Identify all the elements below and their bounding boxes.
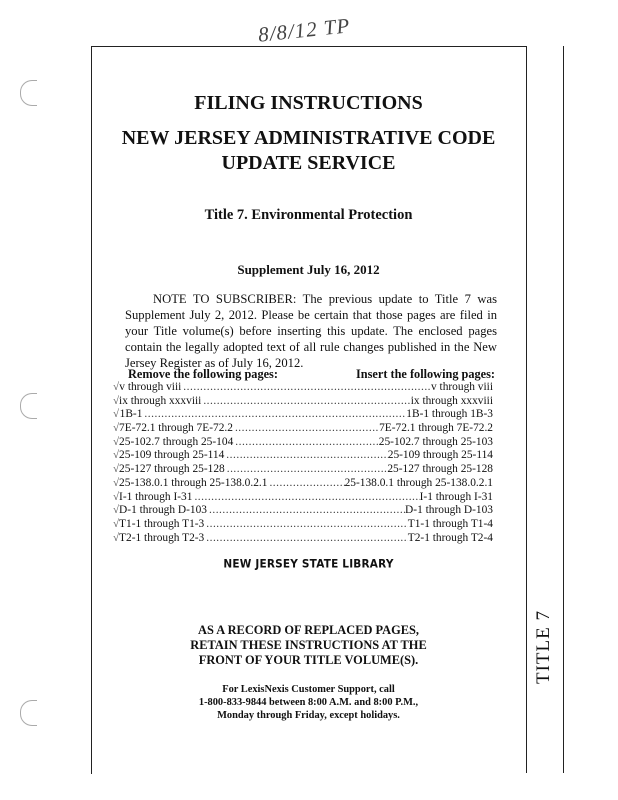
remove-pages: 25-127 through 25-128 xyxy=(119,463,225,476)
insert-pages: 25-127 through 25-128 xyxy=(387,463,493,476)
check-mark-icon: √ xyxy=(113,504,120,517)
check-mark-icon: √ xyxy=(113,408,120,421)
punch-hole-middle xyxy=(20,393,37,419)
page-row xyxy=(113,463,493,477)
leader-dots xyxy=(224,449,387,461)
page-title: FILING INSTRUCTIONS xyxy=(194,92,423,114)
page-row xyxy=(113,436,493,450)
handwritten-note: 8/8/12 TP xyxy=(256,13,352,47)
check-mark-icon: √ xyxy=(113,449,120,462)
remove-pages: T2-1 through T2-3 xyxy=(119,531,205,544)
remove-pages: 1B-1 xyxy=(119,408,143,421)
insert-pages: v through viii xyxy=(430,381,493,393)
supplement-date: Supplement July 16, 2012 xyxy=(237,262,380,277)
remove-pages: v through viii xyxy=(119,381,182,393)
insert-pages: ix through xxxviii xyxy=(410,394,493,407)
check-mark-icon: √ xyxy=(113,531,120,544)
leader-dots xyxy=(142,408,406,420)
remove-pages: T1-1 through T1-3 xyxy=(119,517,205,530)
remove-pages: D-1 through D-103 xyxy=(119,504,207,517)
leader-dots xyxy=(201,395,410,407)
customer-support xyxy=(91,683,526,722)
record-line-2: RETAIN THESE INSTRUCTIONS AT THE xyxy=(190,638,427,652)
leader-dots xyxy=(192,491,419,503)
check-mark-icon: √ xyxy=(113,463,120,476)
remove-pages: 7E-72.1 through 7E-72.2 xyxy=(119,422,233,435)
page-row xyxy=(113,395,493,409)
leader-dots xyxy=(207,504,405,516)
page-list xyxy=(113,381,493,545)
page-row xyxy=(113,449,493,463)
leader-dots xyxy=(233,422,379,434)
leader-dots xyxy=(225,463,388,475)
check-mark-icon: √ xyxy=(113,435,120,448)
leader-dots xyxy=(267,477,344,489)
remove-pages: 25-109 through 25-114 xyxy=(119,449,225,462)
page-row xyxy=(113,422,493,436)
insert-pages: T2-1 through T2-4 xyxy=(407,531,493,544)
remove-pages: 25-138.0.1 through 25-138.0.2.1 xyxy=(119,476,268,489)
page-row xyxy=(113,477,493,491)
check-mark-icon: √ xyxy=(113,490,120,503)
page-row xyxy=(113,532,493,546)
check-mark-icon: √ xyxy=(113,517,120,530)
remove-heading: Remove the following pages: xyxy=(128,367,278,381)
support-line-3: Monday through Friday, except holidays. xyxy=(217,710,400,721)
insert-pages: I-1 through I-31 xyxy=(419,490,493,503)
punch-hole-top xyxy=(20,80,37,106)
page-row xyxy=(113,491,493,505)
page-row xyxy=(113,504,493,518)
check-mark-icon: √ xyxy=(113,394,120,407)
record-line-1: AS A RECORD OF REPLACED PAGES, xyxy=(198,623,419,637)
insert-pages: 1B-1 through 1B-3 xyxy=(406,408,493,421)
title-tab-label xyxy=(528,609,560,685)
check-mark-icon: √ xyxy=(113,422,120,435)
insert-pages: 25-102.7 through 25-103 xyxy=(378,435,493,448)
check-mark-icon: √ xyxy=(113,476,120,489)
insert-pages: D-1 through D-103 xyxy=(405,504,493,517)
subtitle-line-2: UPDATE SERVICE xyxy=(221,152,396,174)
page-row xyxy=(113,381,493,395)
page-subtitle xyxy=(91,126,526,176)
record-instructions xyxy=(91,623,526,668)
title-tab-text: TITLE 7 xyxy=(533,609,555,685)
punch-hole-bottom xyxy=(20,700,37,726)
leader-dots xyxy=(233,436,379,448)
insert-pages: 25-109 through 25-114 xyxy=(387,449,493,462)
leader-dots xyxy=(204,532,408,544)
check-mark-icon: √ xyxy=(113,381,120,393)
remove-pages: 25-102.7 through 25-104 xyxy=(119,435,234,448)
insert-pages: T1-1 through T1-4 xyxy=(407,517,493,530)
title-section: Title 7. Environmental Protection xyxy=(204,207,413,223)
remove-pages: ix through xxxviii xyxy=(119,394,202,407)
record-line-3: FRONT OF YOUR TITLE VOLUME(S). xyxy=(198,653,419,667)
leader-dots xyxy=(181,381,431,393)
subtitle-line-1: NEW JERSEY ADMINISTRATIVE CODE xyxy=(121,127,496,149)
insert-pages: 25-138.0.1 through 25-138.0.2.1 xyxy=(344,476,493,489)
page-row xyxy=(113,408,493,422)
insert-pages: 7E-72.1 through 7E-72.2 xyxy=(379,422,493,435)
library-stamp: NEW JERSEY STATE LIBRARY xyxy=(223,557,394,571)
insert-heading: Insert the following pages: xyxy=(356,367,496,381)
note-to-subscriber: NOTE TO SUBSCRIBER: The previous update to Title 7 was Supplement July 2, 2012. Please be certain that those pages are filed in your Title volume(s) before inserting this update. The enclosed pages contain the legally adopted text of all rule changes published in the New Jersey Register as of July 16, 2012. xyxy=(125,292,497,370)
leader-dots xyxy=(204,518,408,530)
remove-pages: I-1 through I-31 xyxy=(119,490,193,503)
support-line-2: 1-800-833-9844 between 8:00 A.M. and 8:00 P.M., xyxy=(198,697,419,708)
page-row xyxy=(113,518,493,532)
support-line-1: For LexisNexis Customer Support, call xyxy=(222,684,395,695)
